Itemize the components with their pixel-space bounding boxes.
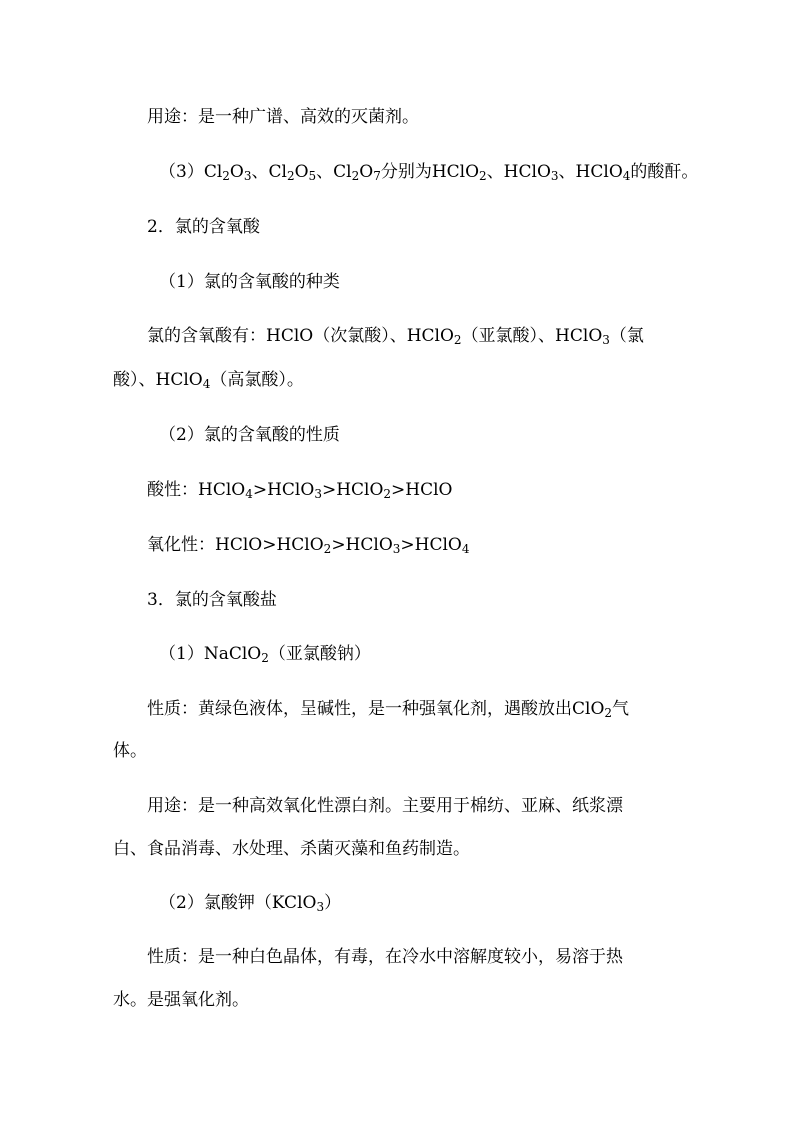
subscript: 2 xyxy=(351,169,360,183)
subheading-kclo3: （2）氯酸钾（KClO$_3$） xyxy=(159,893,342,914)
paragraph-kclo3-properties-2: 水。是强氧化剂。 xyxy=(113,990,249,1010)
paragraph-naclo2-use-1: 用途：是一种高效氧化性漂白剂。主要用于棉纺、亚麻、纸浆漂 xyxy=(147,796,623,816)
subscript: 2 xyxy=(222,169,230,183)
subheading-naclo2: （1）NaClO$_2$（亚氯酸钠） xyxy=(159,644,371,665)
paragraph-types-line-1: 氯的含氧酸有：HClO（次氯酸）、HClO$_2$（亚氯酸）、HClO$_3$（氯 xyxy=(147,326,644,347)
subscript: 3 xyxy=(243,169,252,183)
paragraph-anhydrides: $(3)Cl_2O_3$、$Cl_2O_5$、$Cl_2O_7$分别为HClO$_2$、HClO$_3$、HClO$_4$的酸酐。 xyxy=(159,162,699,183)
subscript: 3 xyxy=(314,487,322,501)
subscript: 3 xyxy=(392,542,401,556)
subscript: 5 xyxy=(308,169,317,183)
subscript: 2 xyxy=(383,487,392,501)
paragraph-oxidizing: 氧化性：HClO>HClO$_2$>HClO$_3$>HClO$_4$ xyxy=(147,535,470,556)
subscript: 7 xyxy=(373,169,381,183)
paragraph-naclo2-properties-1: 性质：黄绿色液体，呈碱性，是一种强氧化剂，遇酸放出ClO$_2$气 xyxy=(147,699,630,720)
subscript: 4 xyxy=(245,487,253,501)
subscript: 4 xyxy=(622,169,631,183)
subscript: 4 xyxy=(461,542,470,556)
subscript: 3 xyxy=(316,900,325,914)
subscript: 3 xyxy=(602,333,610,347)
subscript: 2 xyxy=(261,651,269,665)
subheading-properties: （2）氯的含氧酸的性质 xyxy=(159,425,340,445)
paragraph-use-disinfectant: 用途：是一种广谱、高效的灭菌剂。 xyxy=(147,107,419,127)
paragraph-kclo3-properties-1: 性质：是一种白色晶体，有毒，在冷水中溶解度较小，易溶于热 xyxy=(147,947,623,967)
heading-salts: 3．氯的含氧酸盐 xyxy=(147,590,277,610)
subscript: 2 xyxy=(604,706,613,720)
heading-oxyacids: 2．氯的含氧酸 xyxy=(147,217,260,237)
subscript: 2 xyxy=(479,169,487,183)
paragraph-acidity: 酸性：HClO$_4$>HClO$_3$>HClO$_2$>HClO xyxy=(147,480,453,501)
subscript: 2 xyxy=(286,169,295,183)
paragraph-naclo2-properties-2: 体。 xyxy=(113,741,147,761)
paragraph-types-line-2: 酸）、HClO$_4$（高氯酸）。 xyxy=(113,370,304,391)
subscript: 2 xyxy=(453,333,462,347)
subheading-types: （1）氯的含氧酸的种类 xyxy=(159,272,340,292)
subscript: 3 xyxy=(550,169,559,183)
paragraph-naclo2-use-2: 白、食品消毒、水处理、杀菌灭藻和鱼药制造。 xyxy=(113,839,470,859)
subscript: 2 xyxy=(323,542,332,556)
subscript: 4 xyxy=(202,377,211,391)
